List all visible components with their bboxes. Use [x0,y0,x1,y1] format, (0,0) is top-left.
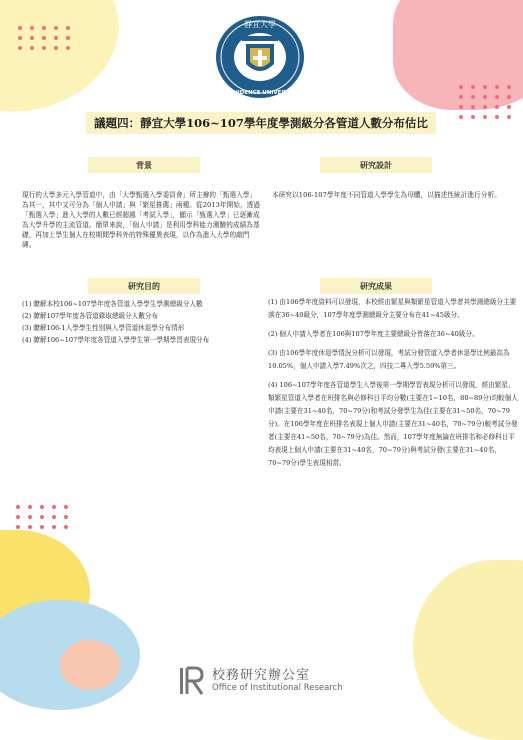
results-list [268,296,520,476]
background-text: 現行的大學多元入學管道中，由「大學甄選入學委員會」所主辦的「甄選入學」為其一，其中又可分為「個人申請」與「繁星推薦」兩種。從2013年開始，透過「甄選入學」進入大學的人數已經超越「考試入學」，顯示「甄選入學」已逐漸成為大學升學的主流管道。簡單來說，「個人申請」是利用學科能力測驗的成績為基礎，再加上學生個人在校期間學科外的特殊優異表現，以作為進入大學的敲門磚。 [22,191,261,249]
list-item: (4) 瞭解106~107學年度各管道入學學生第一學期學習表現分布 [22,336,210,344]
heading-research-purpose: 研究目的 [88,278,200,294]
heading-research-results: 研究成果 [320,278,432,294]
office-name-zh: 校務研究辦公室 [212,668,311,683]
seal-top-text: 靜宜大學 [244,20,276,29]
decor-blob-yellow-right [413,560,523,740]
heading-research-design: 研究設計 [320,157,432,173]
list-item: (2) 瞭解107學年度各管道錄取總級分人數分布 [22,312,159,320]
footer-office-logo [178,664,358,698]
list-item: (1) 瞭解本校106~107學年度各管道入學學生學測總級分人數 [22,300,203,308]
research-design-text: 本研究以106-107學年度不同管道入學學生為母體，以描述性統計進行分析。 [272,191,501,199]
decor-dots-icon [459,85,513,119]
heading-background: 背景 [88,157,200,173]
decor-blob-peach-bottom [60,640,120,690]
decor-dots-icon [16,505,70,529]
university-seal-icon [214,14,306,100]
list-item: (2) 個人申請入學者在106與107學年度主要總級分皆落在36~40級分。 [268,330,479,338]
page-title: 議題四：靜宜大學106~107學年度學測級分各管道人數分布估比 [86,112,436,134]
list-item: (4) 106~107學年度各管道學生入學後第一學期學習表現分析可以發現，經由繁星、類繁星管道入學者在班排名與必修科目平均分數(主要在1~10名，80~89分)均較個人申請(主要在31~40名，70~79分)和考試分發學生為佳(主要在31~50名，70~79分)。在106學年度在班排名表現上個人申請(主要在31~40名，70~79分)較考試分發者(主要在41~50名，70~79分)為佳。然而，107學年度無論在班排名和必修科目平均表現上個人申請(主要在31~40名，70~79分)與考試分發(主要在31~40名，70~79分)學生表現相當。 [268,381,518,467]
list-item: (3) 瞭解106-1入學學生性別與入學管道休退學分布情形 [22,324,185,332]
ir-logo-icon [178,666,206,696]
seal-ring-text: PROVIDENCE UNIVERSITY [220,90,300,96]
office-name-en: Office of Institutional Research [212,683,343,693]
purpose-list [22,298,262,346]
list-item: (3) 由106學年度休退學情況分析可以發現，考試分發管道入學者休退學比例最高為10.05%，個人申請入學7.49%次之，四技二專入學5.59%第三。 [268,349,510,370]
list-item: (1) 由106學年度資料可以發現，本校經由繁星與類繁星管道入學者其學測總級分主要落在36~40級分，107學年度學測總級分主要分布在41~45級分。 [268,298,517,319]
decor-dots-icon [18,26,72,50]
